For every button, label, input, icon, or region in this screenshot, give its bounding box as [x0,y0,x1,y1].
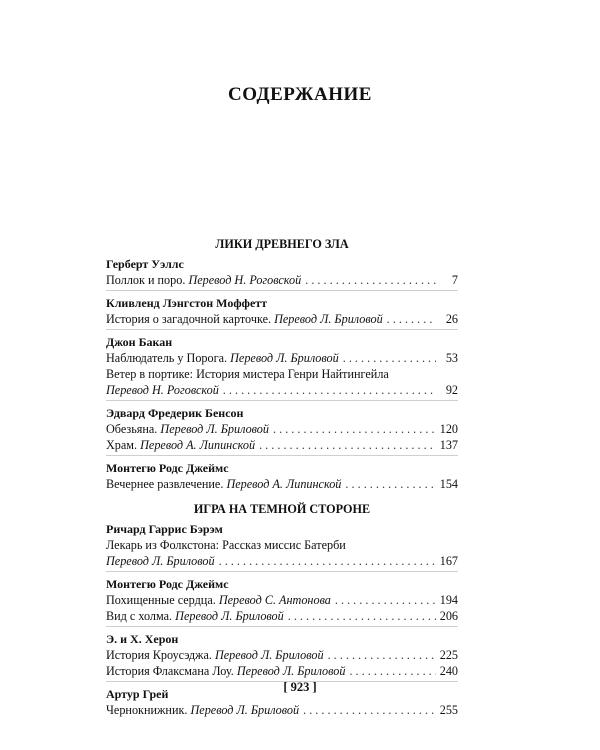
leader-dots [303,702,436,718]
author-name: Э. и Х. Херон [106,632,179,646]
author-name: Артур Грей [106,687,169,701]
leader-dots [328,647,436,663]
story-title: Храм. [106,438,138,452]
page-ref: 206 [439,609,458,623]
toc-entry [106,437,458,453]
author-group [106,576,458,627]
page-ref: 7 [451,273,458,287]
story-title: Наблюдатель у Порога. [106,351,228,365]
section-title: ЛИКИ ДРЕВНЕГО ЗЛА [215,237,349,251]
translator: Перевод А. Липинской [140,438,256,452]
author-group [106,405,458,456]
author-group [106,334,458,401]
story-title: Чернокнижник. [106,703,188,717]
story-title: История Флаксмана Лоу. [106,664,234,678]
translator: Перевод Л. Бриловой [214,648,324,662]
page-number: [ 923 ] [283,680,317,694]
toc-entry [106,647,458,663]
author-name: Монтегю Родс Джеймс [106,577,229,591]
toc-entry [106,350,458,366]
story-title: Обезьяна. [106,422,158,436]
translator: Перевод Л. Бриловой [175,609,284,623]
toc-entry [106,382,458,398]
story-title: История Кроусэджа. [106,648,212,662]
author-name: Кливленд Лэнгстон Моффетт [106,296,268,310]
leader-dots [345,476,436,492]
story-title-line: Лекарь из Фолкстона: Рассказ миссис Батерби [106,538,346,552]
leader-dots [273,421,436,437]
page-ref: 137 [439,438,458,452]
translator: Перевод Л. Бриловой [160,422,269,436]
leader-dots [335,592,436,608]
leader-dots [223,382,436,398]
author-name: Ричард Гаррис Бэрэм [106,522,223,536]
toc-entry [106,421,458,437]
page-title: СОДЕРЖАНИЕ [228,84,372,105]
page-ref: 154 [439,477,458,491]
page-ref: 240 [439,664,458,678]
toc-entry [106,663,458,679]
page-ref: 194 [439,593,458,607]
page-ref: 120 [439,422,458,436]
page-ref: 92 [445,383,458,397]
page-ref: 225 [439,648,458,662]
page-ref: 255 [439,703,458,717]
leader-dots [288,608,436,624]
author-name: Джон Бакан [106,335,173,349]
toc-entry [106,608,458,624]
author-group [106,460,458,494]
story-title: Похищенные сердца. [106,593,216,607]
story-title: История о загадочной карточке. [106,312,272,326]
toc-entry [106,592,458,608]
story-title: Вид с холма. [106,609,173,623]
author-name: Герберт Уэллс [106,257,184,271]
translator: Перевод Н. Роговской [188,273,302,287]
translator: Перевод Л. Бриловой [106,554,215,568]
table-of-contents [106,236,458,720]
leader-dots [259,437,436,453]
author-group [106,521,458,572]
toc-entry [106,702,458,718]
story-title: Вечернее развлечение. [106,477,224,491]
toc-entry [106,311,458,327]
toc-entry [106,553,458,569]
translator: Перевод Л. Бриловой [190,703,300,717]
toc-entry [106,272,458,288]
author-group [106,631,458,682]
section-title: ИГРА НА ТЕМНОЙ СТОРОНЕ [193,502,371,516]
translator: Перевод Н. Роговской [106,383,219,397]
translator: Перевод Л. Бриловой [274,312,383,326]
leader-dots [219,553,436,569]
translator: Перевод Л. Бриловой [236,664,346,678]
story-title-line: Ветер в портике: История мистера Генри Найтингейла [106,367,389,381]
toc-entry [106,476,458,492]
leader-dots [343,350,436,366]
leader-dots [305,272,436,288]
page-ref: 167 [439,554,458,568]
page-ref: 26 [445,312,458,326]
leader-dots [349,663,436,679]
page-ref: 53 [445,351,458,365]
author-name: Эдвард Фредерик Бенсон [106,406,244,420]
story-title: Поллок и поро. [106,273,186,287]
author-name: Монтегю Родс Джеймс [106,461,229,475]
translator: Перевод А. Липинской [226,477,342,491]
leader-dots [387,311,436,327]
toc-section [106,236,458,494]
author-group [106,295,458,330]
translator: Перевод Л. Бриловой [230,351,339,365]
author-group [106,256,458,291]
translator: Перевод С. Антонова [218,593,331,607]
